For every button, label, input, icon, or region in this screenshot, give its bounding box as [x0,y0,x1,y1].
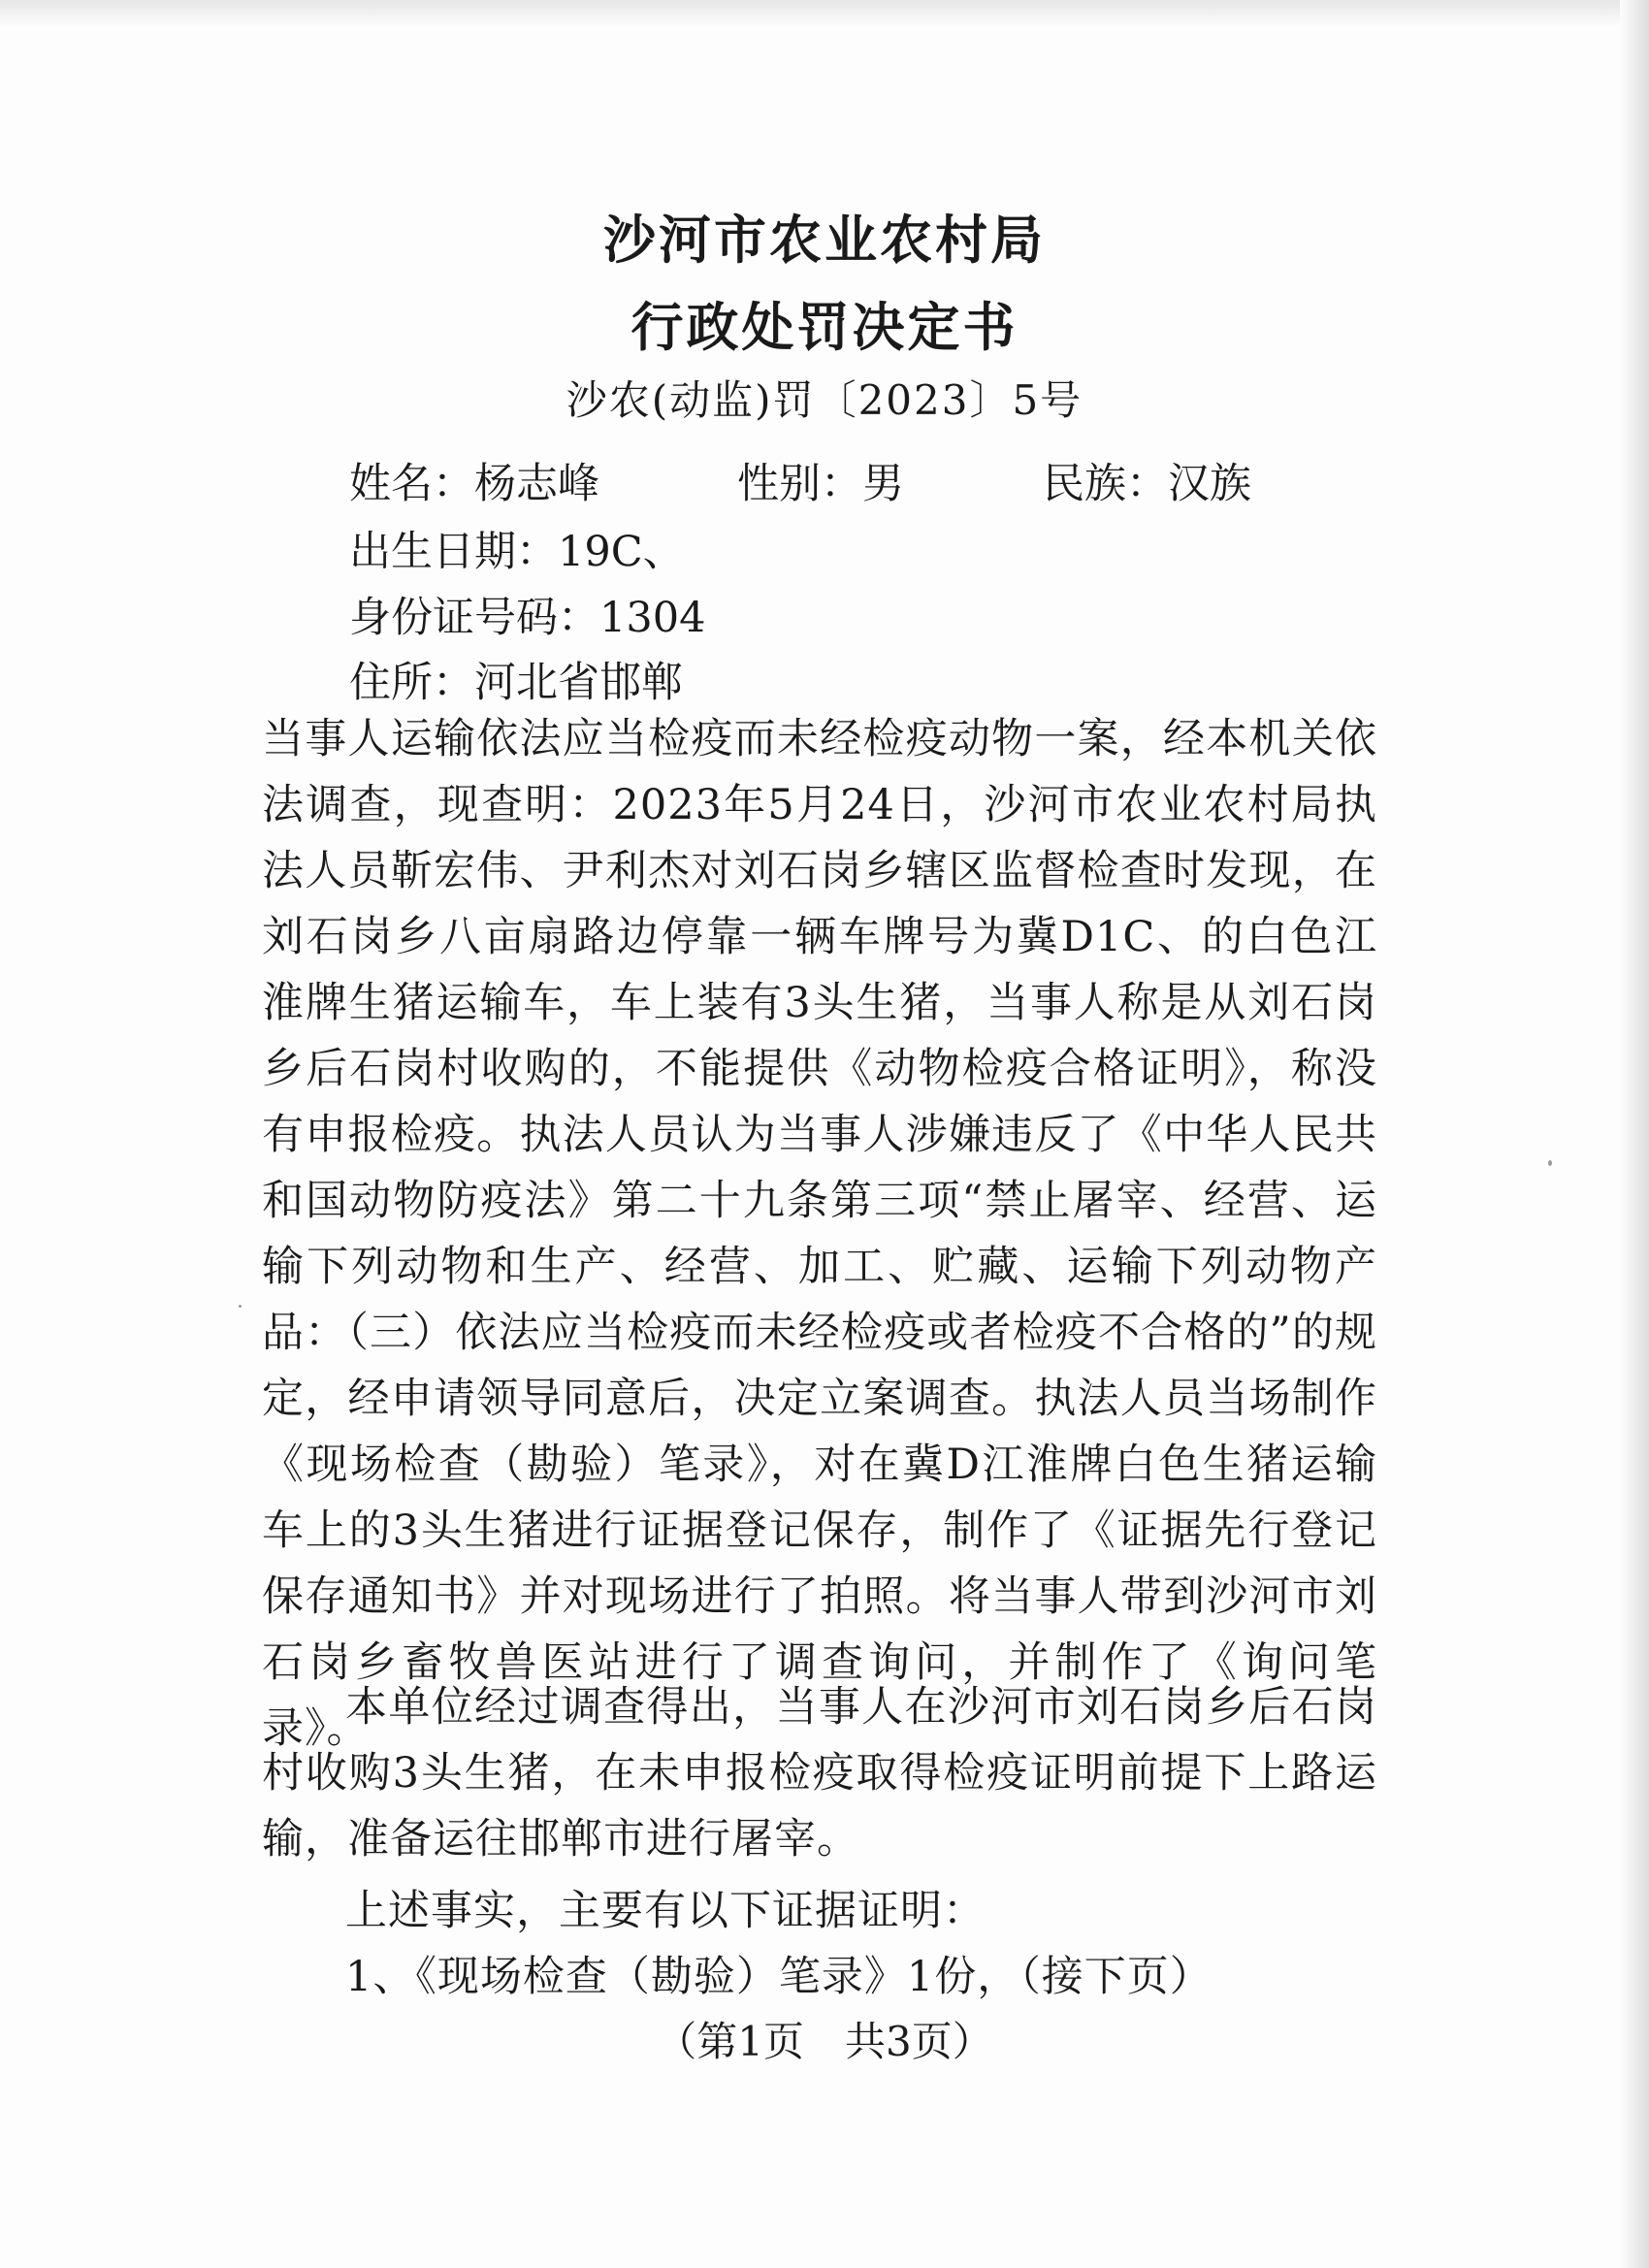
party-name: 姓名：杨志峰 [349,460,599,508]
evidence-intro: 上述事实，主要有以下证据证明： [345,1887,986,1935]
scan-speck [1548,1160,1552,1166]
party-birth-date: 出生日期：19C、 [349,528,685,576]
document-type-title: 行政处罚决定书 [630,296,1018,358]
party-id-number: 身份证号码：1304 [349,594,706,642]
party-gender: 性别：男 [737,460,904,508]
findings-paragraph: 本单位经过调查得出，当事人在沙河市刘石岗乡后石岗村收购3头生猪，在未申报检疫取得检疫证明前提下上路运输，准备运往邯郸市进行屠宰。 [262,1683,1377,1863]
evidence-item-1: 1、《现场检查（勘验）笔录》1份，（接下页） [345,1953,1212,2001]
party-address: 住所：河北省邯郸 [349,659,683,707]
agency-title: 沙河市农业农村局 [603,209,1046,271]
party-ethnicity: 民族：汉族 [1043,460,1251,508]
scan-shadow-top [0,0,1649,27]
document-number: 沙农(动监)罚〔2023〕5号 [566,376,1083,424]
page-indicator: （第1页 共3页） [656,2018,993,2065]
scan-speck [239,1305,242,1308]
facts-paragraph: 当事人运输依法应当检疫而未经检疫动物一案，经本机关依法调查，现查明：2023年5月24日，沙河市农业农村局执法人员靳宏伟、尹利杰对刘石岗乡辖区监督检查时发现，在刘石岗乡八亩扇路边停靠一辆车牌号为冀D1C、的白色江淮牌生猪运输车，车上装有3头生猪，当事人称是从刘石岗乡后石岗村收购的，不能提供《动物检疫合格证明》，称没有申报检疫。执法人员认为当事人涉嫌违反了《中华人民共和国动物防疫法》第二十九条第三项“禁止屠宰、经营、运输下列动物和生产、经营、加工、贮藏、运输下列动物产品：（三）依法应当检疫而未经检疫或者检疫不合格的”的规定，经申请领导同意后，决定立案调查。执法人员当场制作《现场检查（勘验）笔录》，对在冀D江淮牌白色生猪运输车上的3头生猪进行证据登记保存，制作了《证据先行登记保存通知书》并对现场进行了拍照。将当事人带到沙河市刘石岗乡畜牧兽医站进行了调查询问，并制作了《询问笔录》。 [262,715,1377,1753]
